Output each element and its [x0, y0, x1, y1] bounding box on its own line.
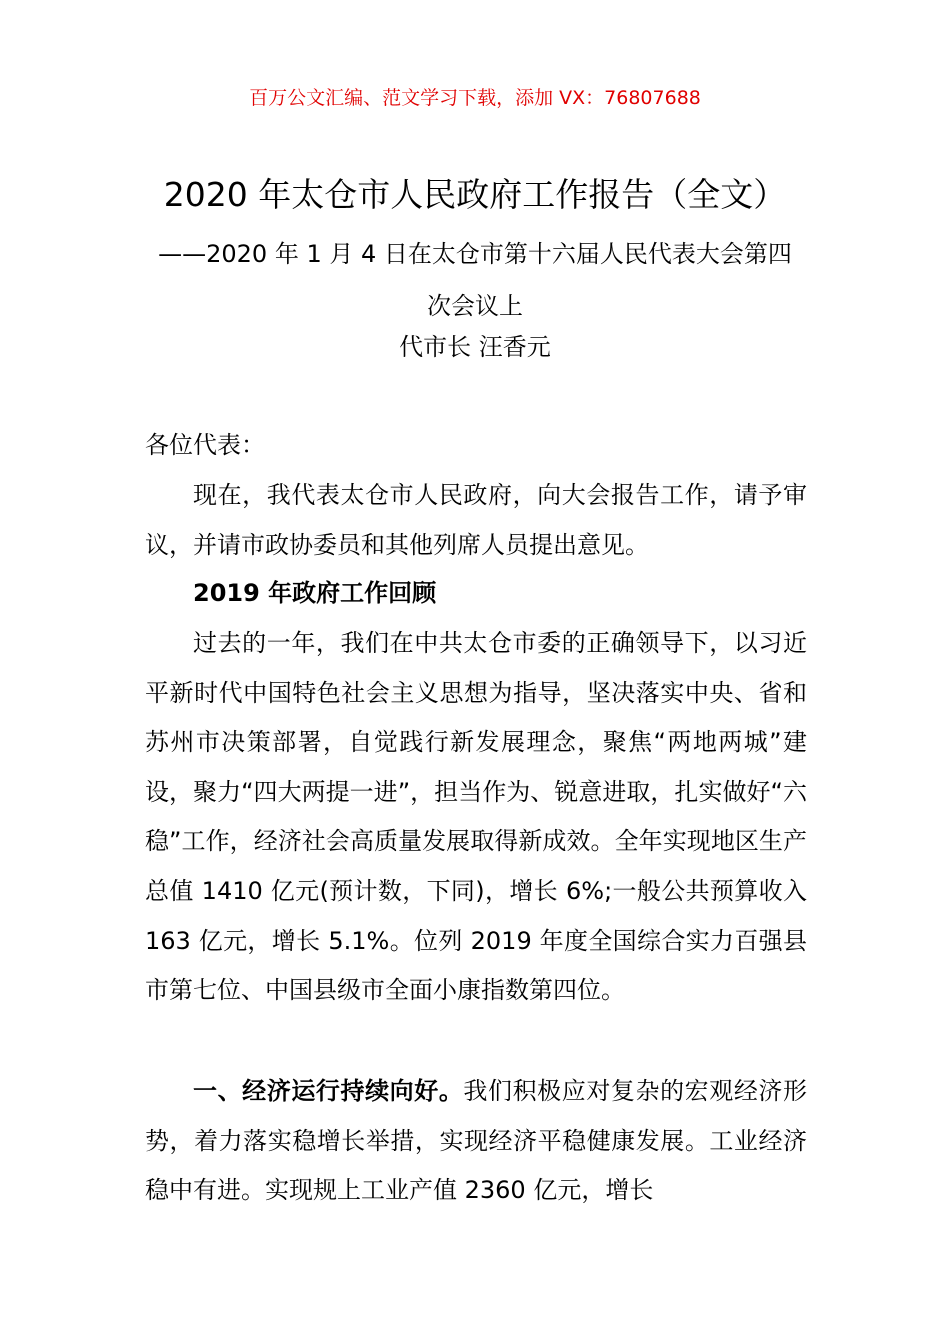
subtitle-line-2: 次会议上	[427, 292, 523, 320]
speaker-line: 代市长 汪香元	[399, 333, 551, 361]
paragraph-economy-text: 我们积极应对复杂的宏观经济形势，着力落实稳增长举措，实现经济平稳健康发展。工业经济稳中有进。实现规上工业产值 2360 亿元，增长	[145, 1077, 808, 1205]
paragraph-opening: 现在，我代表太仓市人民政府，向大会报告工作，请予审议，并请市政协委员和其他列席人员提出意见。	[145, 481, 807, 559]
paragraph-economy	[145, 1067, 807, 1216]
document-title: 2020 年太仓市人民政府工作报告（全文）	[163, 175, 787, 214]
paragraph-economy-lead: 一、经济运行持续向好。	[193, 1077, 464, 1105]
paragraph-review: 过去的一年，我们在中共太仓市委的正确领导下，以习近平新时代中国特色社会主义思想为指导，坚决落实中央、省和苏州市决策部署，自觉践行新发展理念，聚焦“两地两城”建设，聚力“四大两提一进”，担当作为、锐意进取，扎实做好“六稳”工作，经济社会高质量发展取得新成效。全年实现地区生产总值 1410 亿元(预计数，下同)，增长 6%;一般公共预算收入 163 亿元，增长 5.1%。位列 2019 年度全国综合实力百强县市第七位、中国县级市全面小康指数第四位。	[145, 629, 807, 1005]
salutation: 各位代表：	[145, 431, 265, 459]
header-note: 百万公文汇编、范文学习下载，添加 VX：76807688	[249, 87, 701, 109]
document-subtitle	[0, 228, 950, 332]
section-heading: 2019 年政府工作回顾	[193, 579, 437, 607]
subtitle-line-1: ——2020 年 1 月 4 日在太仓市第十六届人民代表大会第四	[158, 240, 792, 268]
